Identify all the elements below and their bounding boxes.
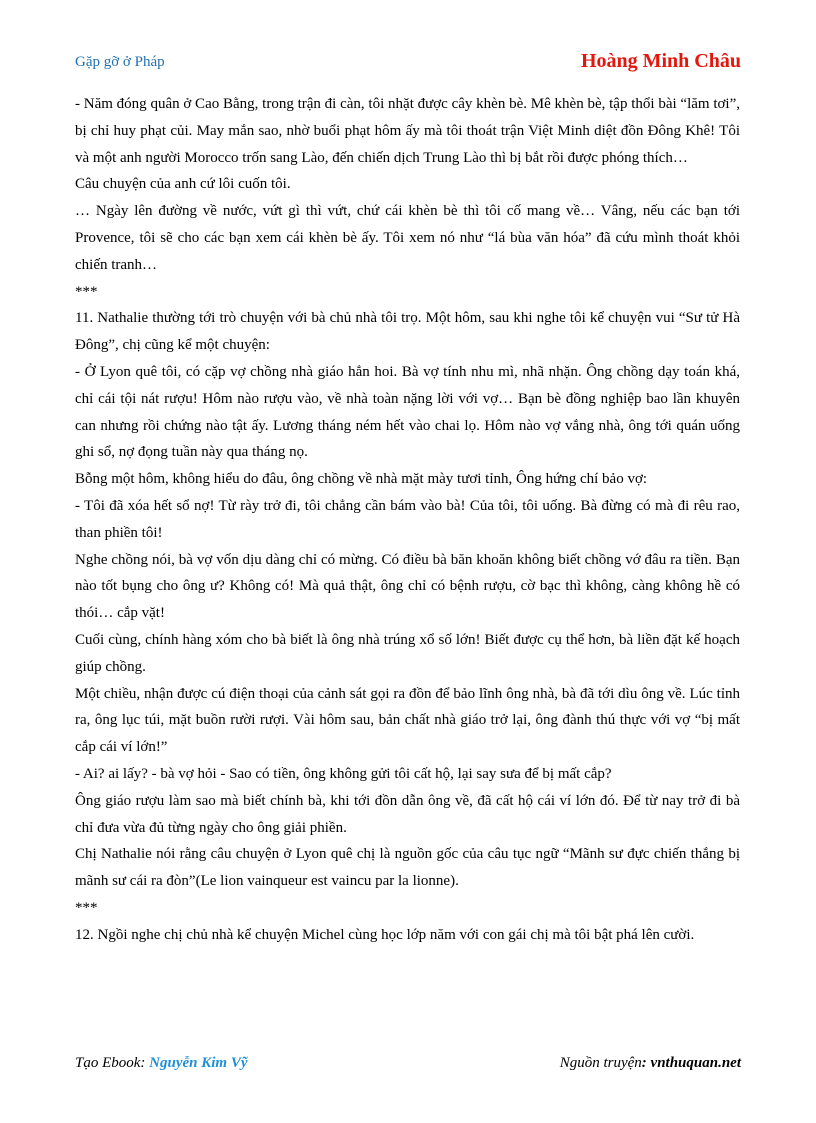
paragraph: 11. Nathalie thường tới trò chuyện với bà chủ nhà tôi trọ. Một hôm, sau khi nghe tôi kể chuyện vui “Sư tử Hà Đông”, chị cũng kể một chuyện: (75, 310, 740, 354)
section-separator: *** (75, 899, 98, 916)
source-name: vnthuquan.net (650, 1055, 741, 1071)
paragraph: - Tôi đã xóa hết sổ nợ! Từ rày trở đi, tôi chẳng cần bám vào bà! Của tôi, tôi uống. Bà đừng có mà đi rêu rao, than phiền tôi! (75, 497, 740, 541)
paragraph: 12. Ngồi nghe chị chủ nhà kể chuyện Michel cùng học lớp năm với con gái chị mà tôi bật phá lên cười. (75, 926, 695, 943)
book-title: Gặp gỡ ở Pháp (75, 54, 165, 70)
paragraph: Một chiều, nhận được cú điện thoại của cảnh sát gọi ra đồn để bảo lĩnh ông nhà, bà đã tới dìu ông về. Lúc tỉnh ra, ông lục túi, mặt buồn rười rượi. Vài hôm sau, bản chất nhà giáo trở lại, ông đành thú thực với vợ “bị mất cắp cái ví lớn!” (75, 685, 740, 756)
paragraph: Nghe chồng nói, bà vợ vốn dịu dàng chỉ có mừng. Có điều bà băn khoăn không biết chồng vớ đâu ra tiền. Bạn nào tốt bụng cho ông ư? Không có! Mà quả thật, ông chỉ có bệnh rượu, cờ bạc thì không, càng không hề có thói… cắp vặt! (75, 551, 740, 622)
page-header (75, 50, 741, 76)
paragraph: - Năm đóng quân ở Cao Bằng, trong trận đi càn, tôi nhặt được cây khèn bè. Mê khèn bè, tập thổi bài “lăm tơi”, bị chỉ huy phạt củi. May mắn sao, nhờ buổi phạt hôm ấy mà tôi thoát trận Việt Minh diệt đồn Đông Khê! Tôi và một anh người Morocco trốn sang Lào, đến chiến dịch Trung Lào thì bị bắt rồi được phóng thích… (75, 96, 740, 166)
paragraph: Cuối cùng, chính hàng xóm cho bà biết là ông nhà trúng xổ số lớn! Biết được cụ thể hơn, bà liền đặt kế hoạch giúp chồng. (75, 631, 740, 675)
section-separator: *** (75, 283, 98, 300)
paragraph: Câu chuyện của anh cứ lôi cuốn tôi. (75, 176, 291, 193)
paragraph: - Ai? ai lấy? - bà vợ hỏi - Sao có tiền, ông không gửi tôi cất hộ, lại say sưa để bị mất cắp? (75, 765, 612, 782)
paragraph: - Ở Lyon quê tôi, có cặp vợ chồng nhà giáo hẳn hoi. Bà vợ tính nhu mì, nhã nhặn. Ông chồng dạy toán khá, chỉ cái tội nát rượu! Hôm nào rượu vào, về nhà toàn nặng lời với vợ… Bạn bè đồng nghiệp bao lần khuyên can nhưng rồi chứng nào tật ấy. Lương tháng ném hết vào chai lọ. Hôm nào vợ vắng nhà, ông tới quán uống ghi sổ, nợ đọng tuần này qua tháng nọ. (75, 363, 740, 461)
ebook-creator: Nguyễn Kim Vỹ (149, 1055, 248, 1071)
source-credit (560, 1055, 741, 1072)
body-text (75, 91, 740, 949)
ebook-separator: : (140, 1055, 150, 1071)
source-label: Nguồn truyện (559, 1055, 642, 1071)
ebook-label: Tạo Ebook (75, 1055, 141, 1071)
author-name: Hoàng Minh Châu (580, 50, 741, 72)
paragraph: Ông giáo rượu làm sao mà biết chính bà, khi tới đồn dẫn ông về, đã cất hộ cái ví lớn đó. Để từ nay trở đi bà chỉ đưa vừa đủ từng ngày cho ông giải phiền. (75, 792, 740, 836)
paragraph: … Ngày lên đường về nước, vứt gì thì vứt, chứ cái khèn bè thì tôi cố mang về… Vâng, nếu các bạn tới Provence, tôi sẽ cho các bạn xem cái khèn bè ấy. Tôi xem nó như “lá bùa văn hóa” đã cứu mình thoát khỏi chiến tranh… (75, 203, 740, 273)
ebook-credit (75, 1055, 248, 1072)
paragraph: Bỗng một hôm, không hiểu do đâu, ông chồng về nhà mặt mày tươi tỉnh, Ông hứng chí bảo vợ: (75, 471, 648, 488)
paragraph: Chị Nathalie nói rằng câu chuyện ở Lyon quê chị là nguồn gốc của câu tục ngữ “Mãnh sư đực chiến thắng bị mãnh sư cái ra đòn”(Le lion vainqueur est vaincu par la lionne). (75, 846, 740, 890)
source-separator: : (641, 1055, 651, 1071)
